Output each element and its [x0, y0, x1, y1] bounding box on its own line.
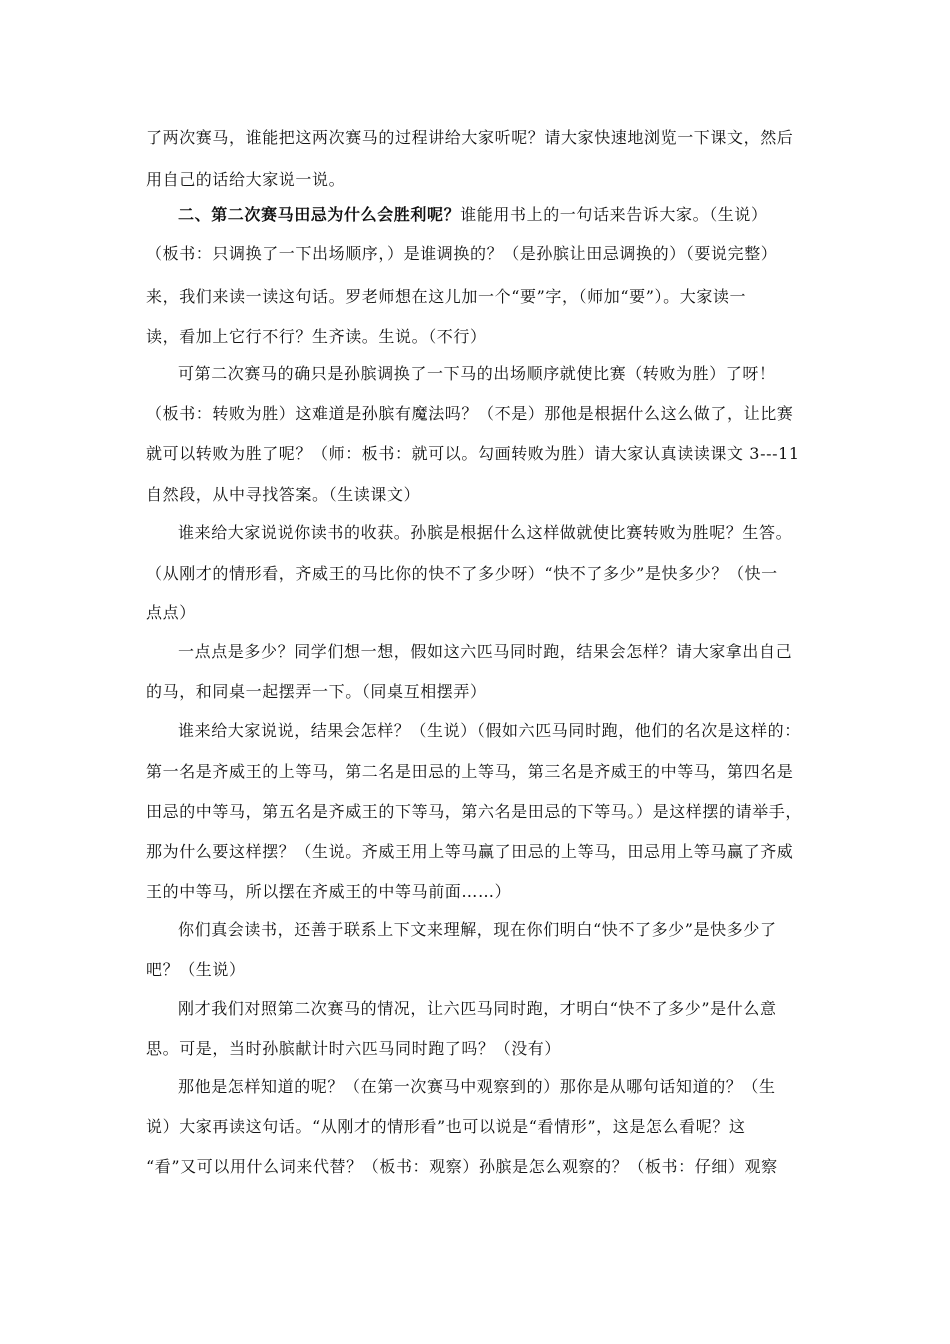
text-line: “看”又可以用什么词来代替？（板书：观察）孙膑是怎么观察的？（板书：仔细）观察: [146, 1157, 778, 1176]
text-line: 说）大家再读这句话。“从刚才的情形看”也可以说是“看情形”，这是怎么看呢？这: [146, 1117, 746, 1136]
text-line: （板书：转败为胜）这难道是孙膑有魔法吗？（不是）那他是根据什么这么做了，让比赛: [146, 404, 794, 423]
text-line: 王的中等马，所以摆在齐威王的中等马前面……）: [146, 882, 512, 901]
text-line: 那为什么要这样摆？（生说。齐威王用上等马赢了田忌的上等马，田忌用上等马赢了齐威: [146, 842, 794, 861]
text-line: 谁来给大家说说，结果会怎样？（生说）（假如六匹马同时跑，他们的名次是这样的：: [178, 721, 801, 740]
text-line: 用自己的话给大家说一说。: [146, 170, 346, 189]
section-heading-line: [178, 205, 768, 225]
text-line: 了两次赛马，谁能把这两次赛马的过程讲给大家听呢？请大家快速地浏览一下课文，然后: [146, 128, 794, 147]
text-line: （从刚才的情形看，齐威王的马比你的快不了多少呀）“快不了多少”是快多少？（快一: [146, 564, 778, 583]
text-line: 可第二次赛马的确只是孙膑调换了一下马的出场顺序就使比赛（转败为胜）了呀！: [178, 364, 776, 383]
text-line: 吧？（生说）: [146, 960, 246, 979]
text-line: 自然段，从中寻找答案。（生读课文）: [146, 485, 421, 504]
text-line: 那他是怎样知道的呢？（在第一次赛马中观察到的）那你是从哪句话知道的？（生: [178, 1077, 776, 1096]
text-line: 谁来给大家说说你读书的收获。孙膑是根据什么这样做就使比赛转败为胜呢？生答。: [178, 523, 793, 542]
text-line: 田忌的中等马，第五名是齐威王的下等马，第六名是田忌的下等马。）是这样摆的请举手，: [146, 802, 803, 821]
section-heading: 二、第二次赛马田忌为什么会胜利呢？: [178, 205, 461, 224]
text-line: 刚才我们对照第二次赛马的情况，让六匹马同时跑，才明白“快不了多少”是什么意: [178, 999, 777, 1018]
text-line: 就可以转败为胜了呢？（师：板书：就可以。勾画转败为胜）请大家认真读读课文 3---11: [146, 444, 800, 463]
text-line: 你们真会读书，还善于联系上下文来理解，现在你们明白“快不了多少”是快多少了: [178, 920, 777, 939]
text-line: 思。可是，当时孙膑献计时六匹马同时跑了吗？（没有）: [146, 1039, 562, 1058]
text-line: 点点）: [146, 603, 196, 622]
text-line: 的马，和同桌一起摆弄一下。（同桌互相摆弄）: [146, 682, 487, 701]
text-line: 一点点是多少？同学们想一想，假如这六匹马同时跑，结果会怎样？请大家拿出自己: [178, 642, 793, 661]
text-line: 读，看加上它行不行？生齐读。生说。（不行）: [146, 327, 487, 346]
text-line: （板书：只调换了一下出场顺序，）是谁调换的？（是孙膑让田忌调换的）（要说完整）: [146, 244, 778, 263]
text-span: 谁能用书上的一句话来告诉大家。（生说）: [460, 205, 768, 224]
text-line: 来，我们来读一读这句话。罗老师想在这儿加一个“要”字，（师加“要”）。大家读一: [146, 287, 747, 306]
text-line: 第一名是齐威王的上等马，第二名是田忌的上等马，第三名是齐威王的中等马，第四名是: [146, 762, 794, 781]
